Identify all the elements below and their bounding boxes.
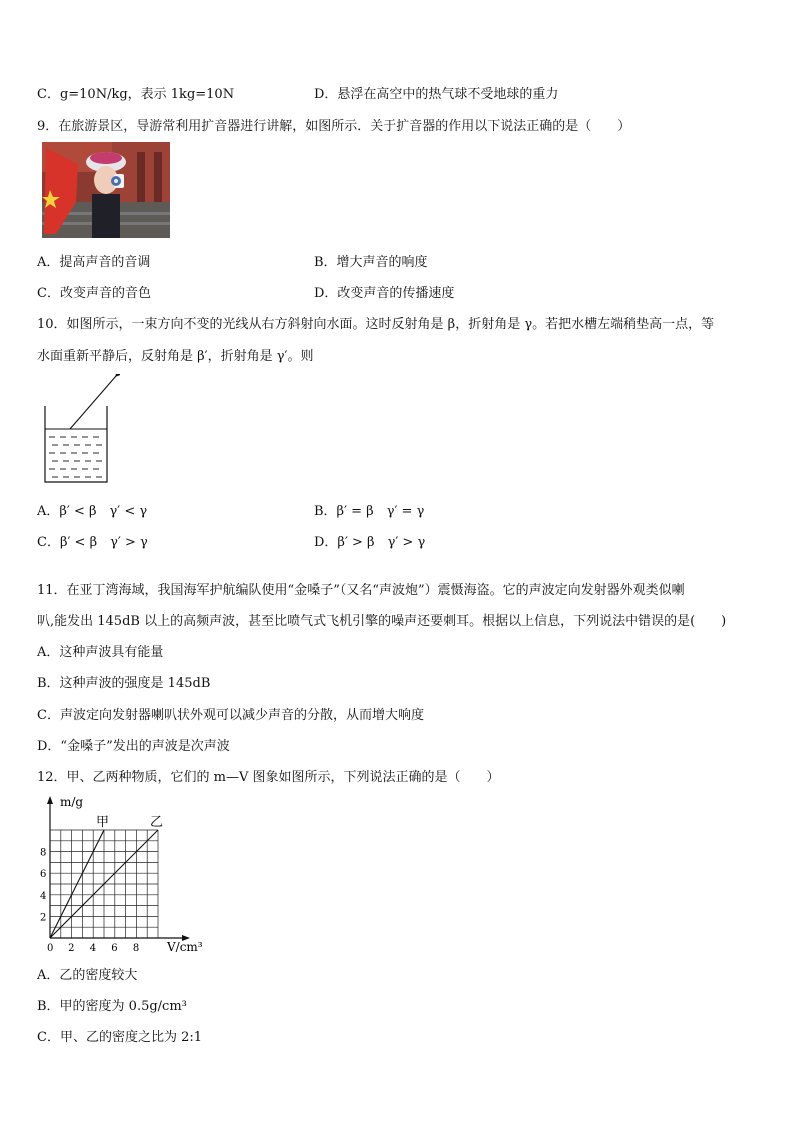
q9-option-d: D．改变声音的传播速度	[314, 286, 455, 301]
q9-option-c: C．改变声音的音色	[37, 286, 151, 301]
q12-stem: 12．甲、乙两种物质，它们的 m—V 图象如图所示，下列说法正确的是（ ）	[37, 770, 500, 785]
q10-stem-line1: 10．如图所示，一束方向不变的光线从右方斜射向水面。这时反射角是 β，折射角是 γ。若把水槽左端稍垫高一点，等	[37, 317, 715, 332]
tour-guide-photo	[42, 142, 170, 238]
q12-option-c: C．甲、乙的密度之比为 2:1	[37, 1030, 203, 1045]
y-tick-label: 4	[40, 890, 47, 902]
q9-stem: 9．在旅游景区，导游常利用扩音器进行讲解，如图所示．关于扩音器的作用以下说法正确的是（ ）	[37, 119, 631, 134]
y-tick-label: 8	[40, 847, 47, 859]
q12-option-b: B．甲的密度为 0.5g/cm³	[37, 999, 187, 1014]
mass-volume-chart	[36, 792, 216, 956]
q11-option-d: D．“金嗓子”发出的声波是次声波	[37, 739, 230, 754]
q9-option-b: B．增大声音的响度	[314, 255, 428, 270]
q11-option-c: C．声波定向发射器喇叭状外观可以减少声音的分散，从而增大响度	[37, 708, 424, 723]
y-axis-label: m/g	[60, 795, 84, 809]
x-tick-label: 4	[89, 943, 97, 954]
q12-option-a: A．乙的密度较大	[37, 968, 138, 983]
series-label-乙: 乙	[150, 815, 164, 830]
y-tick-label: 2	[40, 912, 47, 924]
q11-option-b: B．这种声波的强度是 145dB	[37, 676, 211, 691]
q8-option-c: C．g=10N/kg，表示 1kg=10N	[37, 87, 235, 102]
x-axis-label: V/cm³	[167, 940, 203, 954]
q10-option-d: D．β′ > β γ′ > γ	[314, 535, 426, 550]
x-tick-label: 0	[47, 943, 54, 954]
q10-stem-line2: 水面重新平静后，反射角是 β′，折射角是 γ′。则	[37, 349, 314, 364]
q9-option-a: A．提高声音的音调	[37, 255, 151, 270]
q11-stem-line2: 叭,能发出 145dB 以上的高频声波，甚至比喷气式飞机引擎的噪声还要刺耳。根据以上信息，下列说法中错误的是( )	[37, 614, 727, 629]
x-tick-label: 6	[111, 943, 118, 954]
q10-option-a: A．β′ < β γ′ < γ	[37, 504, 148, 519]
x-tick-label: 2	[68, 943, 75, 954]
water-tank-diagram	[40, 374, 120, 486]
q11-stem-line1: 11．在亚丁湾海域，我国海军护航编队使用“金嗓子”（又名“声波炮”）震慑海盗。它的声波定向发射器外观类似喇	[37, 583, 685, 598]
incident-light-ray	[70, 376, 116, 429]
q10-option-b: B．β′ = β γ′ = γ	[314, 504, 425, 519]
q10-option-c: C．β′ < β γ′ > γ	[37, 535, 148, 550]
series-label-甲: 甲	[96, 815, 110, 830]
x-tick-label: 8	[132, 943, 140, 954]
q11-option-a: A．这种声波具有能量	[37, 645, 164, 660]
q8-option-d: D．悬浮在高空中的热气球不受地球的重力	[314, 87, 559, 102]
y-tick-label: 6	[40, 869, 47, 881]
